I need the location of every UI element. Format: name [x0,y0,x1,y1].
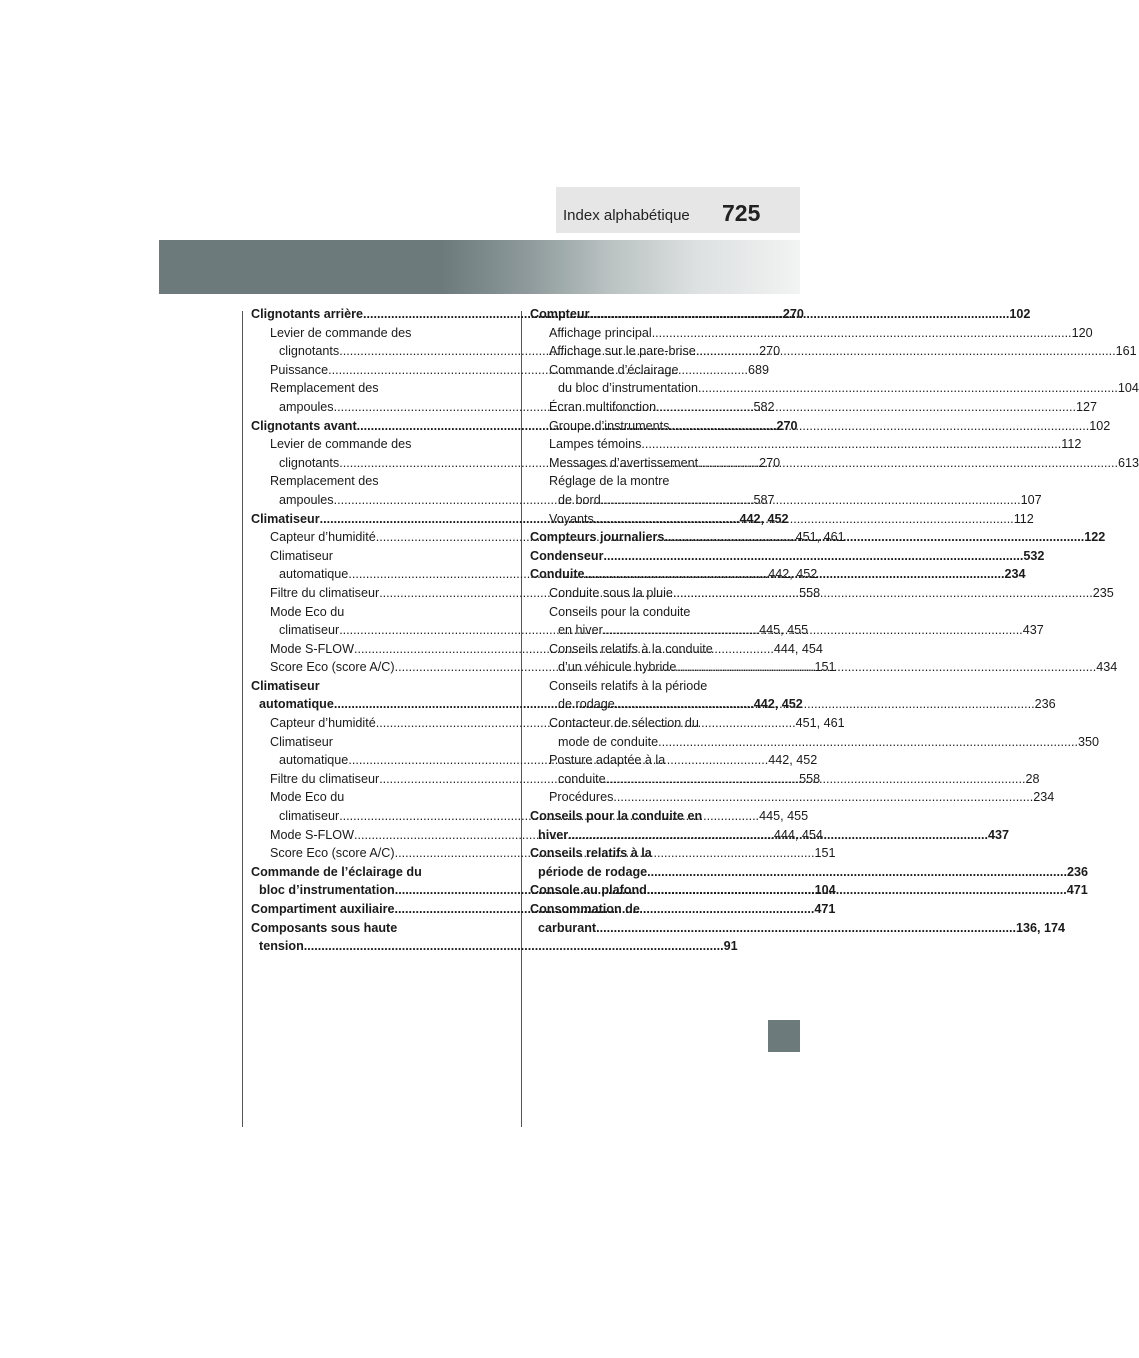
section-title: Index alphabétique [563,207,690,224]
index-entry-line: Composants sous haute [251,920,398,935]
entry-label: Affichage principal [549,325,652,340]
entry-label: Score Eco (score A/C) [270,660,395,675]
entry-label: Filtre du climatiseur [270,771,380,786]
entry-page-ref: 235 [1092,585,1114,600]
entry-page-ref: 270 [776,418,798,433]
leader-dots [656,398,1076,417]
index-entry-line: Conseils relatifs à la [530,846,652,861]
leader-dots [596,919,1016,938]
entry-page-ref: 102 [1089,418,1111,433]
entry-label: climatiseur [279,809,340,824]
index-entry [530,324,1093,343]
entry-page-ref: 442, 452 [768,753,818,768]
entry-label: automatique [259,697,334,712]
index-entry [530,435,1082,454]
entry-label: du bloc d’instrumentation [558,381,699,396]
entry-label: Score Eco (score A/C) [270,846,395,861]
entry-page-ref: 582 [753,399,775,414]
entry-page-ref: 234 [1004,567,1026,582]
entry-label: ampoules [279,399,334,414]
leader-dots [585,565,1005,584]
entry-label: Voyants [549,511,594,526]
page-number: 725 [722,200,761,226]
entry-label: Conduite sous la pluie [549,585,673,600]
index-entry-line: Commande de l’éclairage du [251,864,422,879]
entry-label: Affichage sur le pare-brise [549,344,696,359]
index-entry-line: Climatiseur [251,678,320,693]
entry-page-ref: 234 [1033,790,1055,805]
entry-page-ref: 122 [1084,530,1106,545]
leader-dots [603,621,1023,640]
entry-page-ref: 444, 454 [773,827,823,842]
leader-dots [601,491,1021,510]
entry-label: Capteur d’humidité [270,530,376,545]
entry-label: Condenseur [530,548,604,563]
index-entry-line: Commande d’éclairage [549,362,679,377]
index-entry-line: Mode Eco du [270,604,345,619]
entry-page-ref: 91 [723,939,738,954]
entry-label: Procédures [549,790,614,805]
entry-page-ref: 471 [1066,883,1088,898]
index-entry-line: Levier de commande des [270,437,412,452]
entry-page-ref: 102 [1009,307,1031,321]
leader-dots [606,770,1026,789]
leader-dots [664,528,1084,547]
entry-label: Messages d’avertissement [549,455,699,470]
leader-dots [647,863,1067,882]
entry-page-ref: 270 [759,455,781,470]
entry-page-ref: 350 [1078,734,1100,749]
entry-page-ref: 442, 452 [739,511,789,526]
entry-label: carburant [538,920,597,935]
entry-label: Compteur [530,307,590,321]
entry-page-ref: 689 [747,362,769,377]
entry-label: période de rodage [538,864,648,879]
entry-label: Conduite [530,567,585,582]
index-entry-line: Remplacement des [270,474,379,489]
leader-dots [696,342,1116,361]
entry-label: Écran multifonction [549,399,657,414]
entry-label: automatique [279,567,349,582]
index-entry-line: Remplacement des [270,381,379,396]
leader-dots [641,435,1061,454]
entry-label: Clignotants arrière [251,307,363,321]
leader-dots [603,547,1023,566]
entry-label: clignotants [279,455,340,470]
leader-dots [589,305,1009,324]
entry-label: Puissance [270,362,329,377]
entry-label: de rodage [558,697,615,712]
index-entry-line: Réglage de la montre [549,474,670,489]
entry-page-ref: 434 [1096,660,1118,675]
entry-label: climatiseur [279,623,340,638]
index-entry-line: Conseils relatifs à la période [549,678,708,693]
entry-page-ref: 451, 461 [795,716,845,731]
entry-page-ref: 236 [1067,864,1089,879]
entry-label: bloc d’instrumentation [259,883,395,898]
entry-page-ref: 151 [814,660,836,675]
leader-dots [615,695,1035,714]
entry-page-ref: 28 [1025,771,1040,786]
entry-page-ref: 236 [1034,697,1056,712]
leader-dots [698,379,1118,398]
entry-page-ref: 558 [799,771,821,786]
leader-dots [652,324,1072,343]
entry-label: Console au plafond [530,883,647,898]
entry-page-ref: 107 [1020,492,1042,507]
entry-label: ampoules [279,492,334,507]
entry-page-ref: 270 [782,307,804,321]
header-gradient-band [159,240,800,294]
index-entry [530,919,1065,938]
entry-page-ref: 104 [1117,381,1139,396]
entry-page-ref: 451, 461 [795,530,845,545]
entry-label: Groupe d’instruments [549,418,670,433]
index-entry-line: Consommation de [530,902,640,916]
index-entry-line: Levier de commande des [270,325,412,340]
entry-label: Mode S-FLOW [270,641,354,656]
entry-page-ref: 112 [1013,511,1034,526]
index-entry-line: Conseils pour la conduite en [530,809,703,824]
entry-label: Capteur d’humidité [270,716,376,731]
entry-label: Compteurs journaliers [530,530,665,545]
entry-page-ref: 437 [1022,623,1044,638]
entry-label: Lampes témoins [549,437,642,452]
entry-page-ref: 587 [753,492,775,507]
leader-dots [647,881,1067,900]
leader-dots [568,826,988,845]
index-entry-line: Conseils relatifs à la conduite [549,641,713,656]
entry-page-ref: 442, 452 [753,697,803,712]
entry-label: hiver [538,827,569,842]
entry-label: Mode S-FLOW [270,827,354,842]
entry-label: clignotants [279,344,340,359]
entry-label: en hiver [558,623,603,638]
entry-label: Clignotants avant [251,418,357,433]
entry-label: Climatiseur [251,511,320,526]
entry-page-ref: 444, 454 [773,641,823,656]
entry-page-ref: 127 [1075,399,1097,414]
leader-dots [304,937,724,956]
index-entry [530,547,1045,566]
entry-label: mode de conduite [558,734,659,749]
index-entry-line: Climatiseur [270,734,333,749]
entry-label: conduite [558,771,606,786]
entry-label: tension [259,939,304,954]
entry-label: automatique [279,753,349,768]
leader-dots [613,788,1033,807]
entry-page-ref: 136, 174 [1015,920,1065,935]
entry-page-ref: 613 [1117,455,1139,470]
entry-page-ref: 558 [799,585,821,600]
index-entry [251,937,738,956]
leader-dots [676,658,1096,677]
entry-page-ref: 445, 455 [759,623,809,638]
leader-dots [594,510,1014,529]
leader-dots [673,584,1093,603]
index-entry [530,788,1055,807]
index-entry-line: Conseils pour la conduite [549,604,691,619]
entry-label: Compartiment auxiliaire [251,902,395,916]
leader-dots [658,733,1078,752]
entry-page-ref: 120 [1071,325,1093,340]
leader-dots [669,417,1089,436]
entry-page-ref: 270 [759,344,781,359]
index-entry-line: Mode Eco du [270,790,345,805]
section-tab-marker [768,1020,800,1052]
index-entry [530,733,1100,752]
index-entry-line: Climatiseur [270,548,333,563]
index-entry-line: Contacteur de sélection du [549,716,699,731]
leader-dots [698,454,1118,473]
entry-page-ref: 104 [814,883,836,898]
entry-page-ref: 112 [1061,437,1082,452]
index-entry-line: Posture adaptée à la [549,753,666,768]
entry-label: d’un véhicule hybride [558,660,677,675]
entry-label: de bord [558,492,601,507]
entry-label: Filtre du climatiseur [270,585,380,600]
index-entry [530,863,1089,882]
entry-page-ref: 437 [987,827,1009,842]
entry-page-ref: 442, 452 [768,567,818,582]
index-entry [530,379,1139,398]
entry-page-ref: 471 [814,902,836,916]
entry-page-ref: 445, 455 [759,809,809,824]
entry-page-ref: 161 [1115,344,1137,359]
entry-page-ref: 532 [1023,548,1045,563]
left-column-rule [242,311,243,1127]
entry-page-ref: 151 [814,846,836,861]
